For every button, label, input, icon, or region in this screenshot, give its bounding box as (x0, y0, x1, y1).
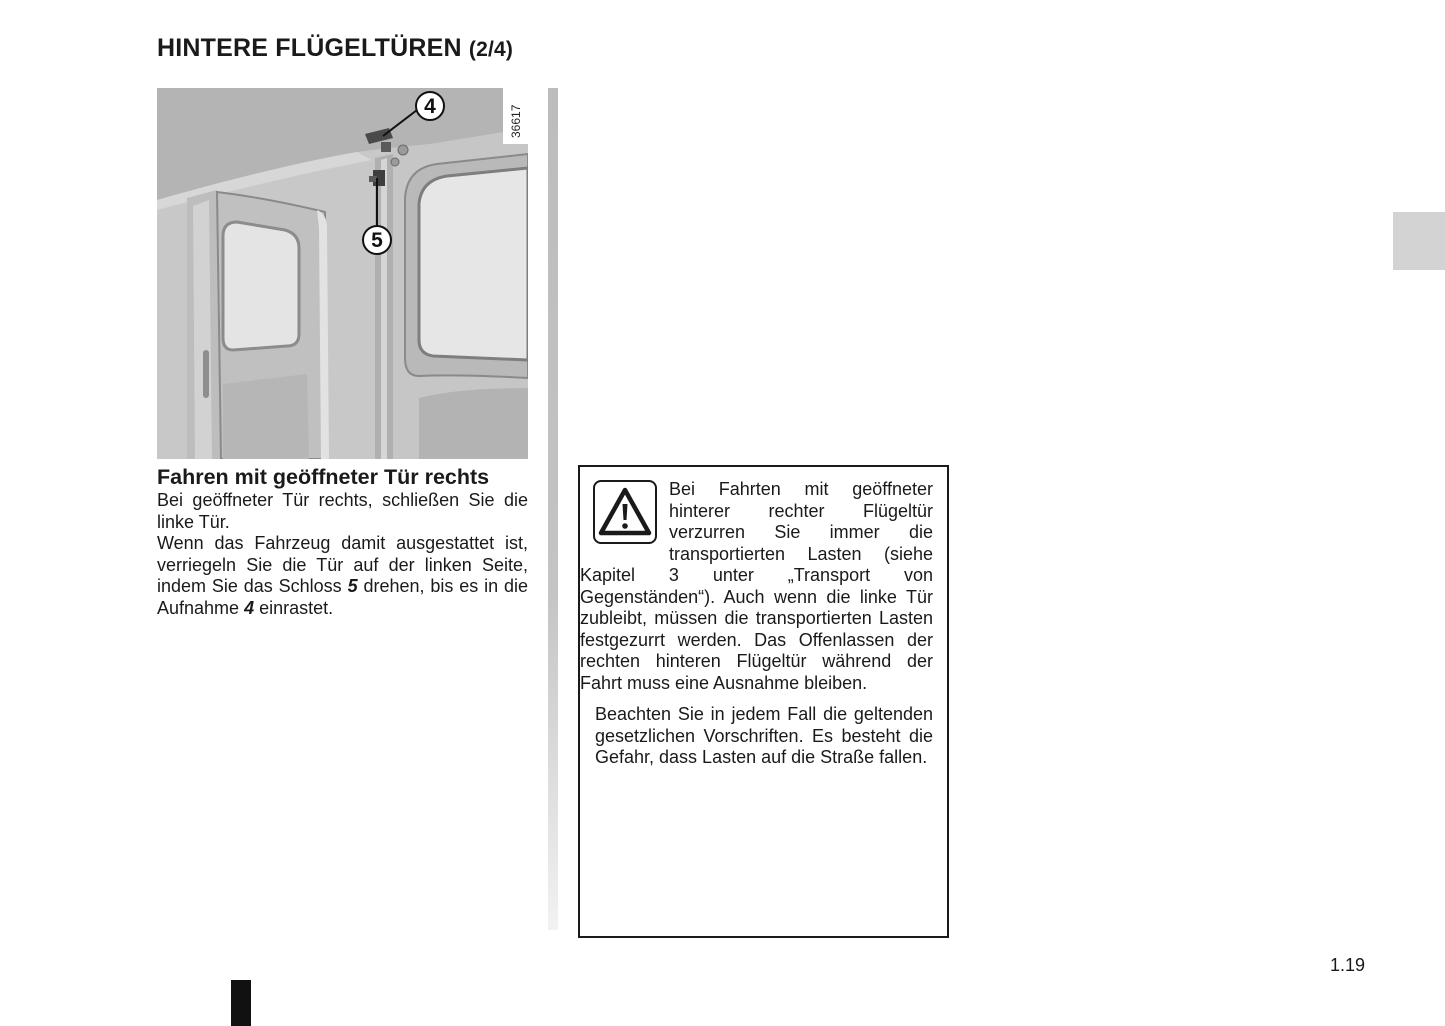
chapter-tab (1393, 212, 1445, 270)
body-paragraph-2-text-a: Wenn das Fahrzeug damit ausgestattet ist, verriegeln Sie die Tür auf der linken Seite, indem Sie das Schloss (157, 533, 528, 596)
callout-4-label: 4 (424, 95, 436, 118)
door-lock-illustration (157, 88, 528, 459)
section-heading: Fahren mit geöffneter Tür rechts (157, 465, 490, 489)
page-title (157, 34, 513, 63)
body-paragraph-2-text-c: einrastet. (254, 597, 334, 618)
page-number: 1.19 (1330, 955, 1366, 975)
section-body (157, 490, 528, 619)
callout-4 (416, 92, 444, 120)
callout-5-label: 5 (371, 229, 383, 252)
page-part-indicator: (2/4) (468, 38, 514, 61)
callout-5 (363, 226, 391, 254)
image-number: 36617 (509, 104, 523, 138)
footer-marker-bar (231, 980, 251, 1026)
warning-paragraph-1: Bei Fahrten mit geöffneter hinterer rechter Flügeltür verzurren Sie immer die transportierten Lasten (siehe Kapitel 3 unter „Transport von Gegenständen“). Auch wenn die linke Tür zubleibt, müssen die transportierten Lasten festgezurrt werden. Das Offenlassen der rechten hinteren Flügeltür während der Fahrt muss eine Ausnahme bleiben. (580, 479, 933, 693)
column-divider (548, 88, 558, 930)
warning-triangle-icon (593, 480, 657, 544)
page-title-text: HINTERE FLÜGELTÜREN (157, 34, 462, 62)
ref-holder-4: 4 (244, 597, 255, 618)
warning-paragraph-2: Beachten Sie in jedem Fall die geltenden gesetzlichen Vorschriften. Es besteht die Gefahr, dass Lasten auf die Straße fallen. (595, 704, 933, 767)
body-paragraph-2-text-b: drehen, bis es in die Aufnahme (157, 576, 529, 618)
body-paragraph-1: Bei geöffneter Tür rechts, schließen Sie die linke Tür. (157, 490, 528, 532)
ref-lock-5: 5 (347, 576, 358, 596)
body-paragraph-2 (157, 533, 528, 619)
warning-box (578, 465, 949, 938)
